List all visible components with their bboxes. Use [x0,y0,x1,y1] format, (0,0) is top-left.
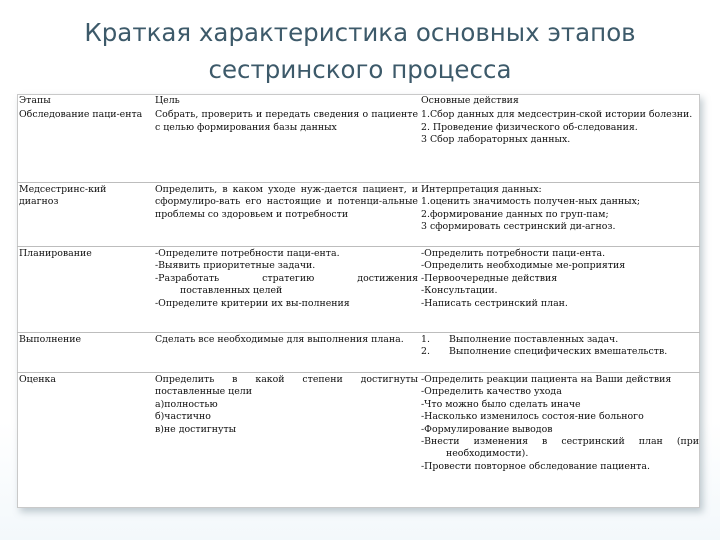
stage-name: Медсестринс-кий диагноз [19,183,107,208]
action-item [421,346,699,358]
goal-item: -Определите потребности паци-ента. [155,247,340,259]
action-item: -Определить потребности паци-ента. [421,247,606,259]
table-row [17,372,700,518]
goal-text: Сделать все необходимые для выполнения плана. [155,333,404,345]
stages-table [17,94,700,518]
table-row [17,246,700,332]
goal-item: поставленных целей [180,285,283,297]
goal-text: Собрать, проверить и передать сведения о пациенте с целью формирования базы данных [155,109,418,133]
table-row [17,332,700,372]
goal-item: в)не достигнуты [155,423,237,435]
goal-text: Определить, в каком уходе нуж-дается пациент, и сформулиро-вать его настоящие и потенци-альные проблемы со здоровьем и потребности [155,183,418,220]
header-goal: Цель [155,95,180,106]
action-item: -Определить качество ухода [421,386,562,398]
action-item: необходимости). [446,448,529,460]
action-item: -Провести повторное обследование пациента. [421,460,650,472]
action-item: -Насколько изменилось состоя-ние больного [421,411,644,423]
goal-item: -Определите критерии их вы-полнения [155,297,350,309]
goal-cell [153,246,419,332]
actions-cell [419,332,700,372]
actions-cell [419,372,700,518]
stage-cell [17,108,153,182]
action-item: -Что можно было сделать иначе [421,398,581,410]
table-row [17,182,700,246]
action-item: -Первоочередные действия [421,272,558,284]
action-number: 2. [421,346,430,358]
action-item: -Определить реакции пациента на Ваши действия [421,373,672,385]
goal-cell [153,108,419,182]
action-item: Интерпретация данных: [421,183,542,195]
header-stage: Этапы [19,95,51,106]
title-line-1: Краткая характеристика основных этапов [84,18,636,47]
action-number: 1. [421,333,430,345]
table-header-row [17,94,700,108]
stage-cell [17,332,153,372]
action-text: Выполнение специфических вмешательств. [449,346,668,358]
stage-cell [17,182,153,246]
stage-name: Выполнение [19,333,82,345]
title-line-2: сестринского процесса [208,55,512,84]
table-row [17,108,700,182]
goal-item: -Выявить приоритетные задачи. [155,260,316,272]
stage-cell [17,372,153,518]
action-item: 2. Проведение физического об-следования. [421,121,638,133]
action-item: -Формулирование выводов [421,423,553,435]
actions-cell [419,246,700,332]
action-item: -Консультации. [421,285,498,297]
header-actions: Основные действия [421,95,519,106]
goal-item: -Разработать стратегию достижения [155,272,418,284]
action-item: 1.оценить значимость получен-ных данных; [421,196,641,208]
action-item: 3 Сбор лабораторных данных. [421,134,571,146]
stage-name: Обследование паци-ента [19,109,143,121]
actions-cell [419,182,700,246]
stage-name: Оценка [19,373,56,385]
action-item: -Определить необходимые ме-роприятия [421,260,626,272]
action-item: 2.формирование данных по груп-пам; [421,208,609,220]
goal-item: а)полностью [155,398,218,410]
action-item: 1.Сбор данных для медсестрин-ской истории болезни. [421,109,693,121]
goal-item: Определить в какой степени достигнуты поставленные цели [155,373,418,398]
goal-cell [153,372,419,518]
goal-cell [153,332,419,372]
goal-item: б)частично [155,411,211,423]
action-item: -Написать сестринский план. [421,297,568,309]
action-item: 3 сформировать сестринский ди-агноз. [421,221,616,233]
actions-cell [419,108,700,182]
action-item [421,334,699,346]
goal-cell [153,182,419,246]
slide-title [40,14,680,88]
stage-name: Планирование [19,247,92,259]
action-item: -Внести изменения в сестринский план (при [421,435,699,447]
action-text: Выполнение поставленных задач. [449,333,619,345]
stage-cell [17,246,153,332]
